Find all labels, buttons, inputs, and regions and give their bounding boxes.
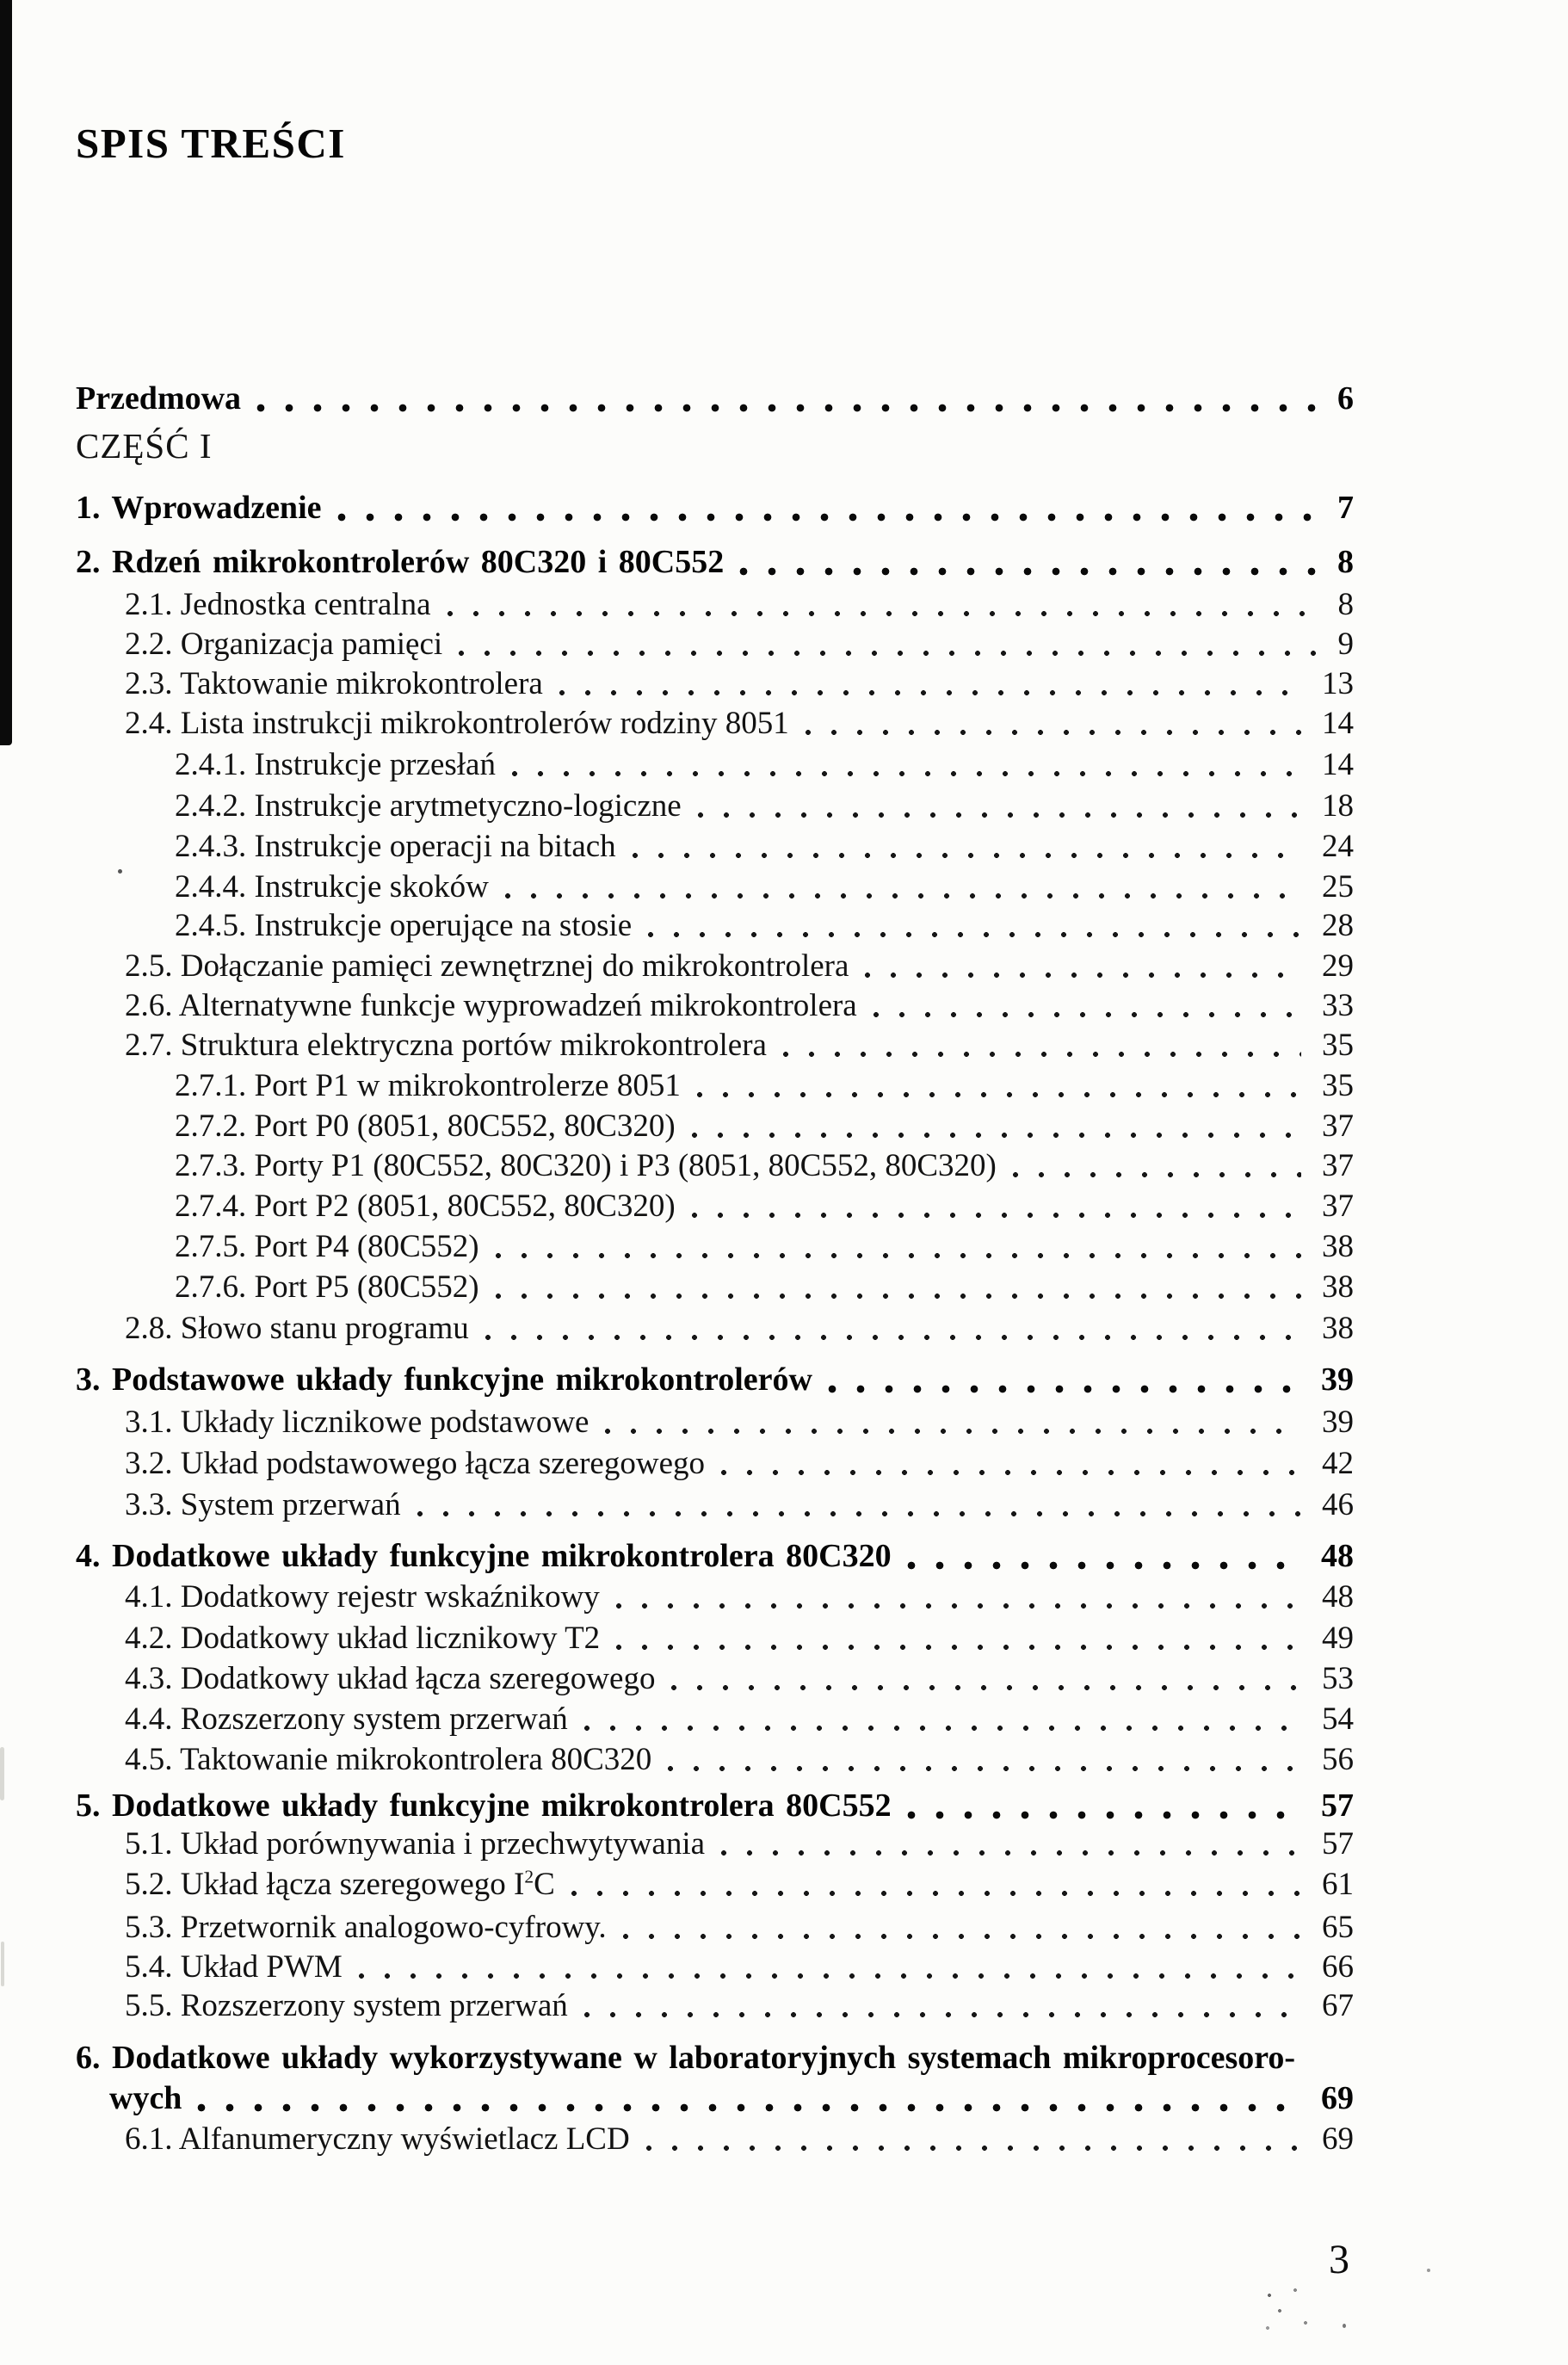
toc-entry-page: 8	[1337, 544, 1354, 580]
toc-entry	[125, 664, 1354, 704]
toc-entry	[175, 1146, 1354, 1186]
toc-entry-page: 39	[1322, 1405, 1354, 1440]
dot-leader	[691, 1210, 1301, 1220]
toc-entry-page: 65	[1322, 1910, 1354, 1945]
toc-entry-page: 39	[1321, 1362, 1354, 1398]
toc-entry	[175, 868, 1354, 907]
toc-entry-page: 38	[1322, 1311, 1354, 1346]
dot-leader	[645, 2143, 1301, 2153]
toc-entry	[76, 488, 1354, 528]
dot-leader	[622, 1931, 1301, 1942]
toc-entry-label: 2.7.3. Porty P1 (80C552, 80C320) i P3 (8051, 80C552, 80C320)	[175, 1148, 997, 1183]
toc-entry-page: 28	[1322, 908, 1354, 943]
toc-entry-page: 57	[1322, 1826, 1354, 1862]
superscript-2: 2	[524, 1866, 534, 1887]
dot-leader	[458, 648, 1317, 658]
toc-entry-label: 3.2. Układ podstawowego łącza szeregowego	[125, 1446, 705, 1481]
dot-leader	[604, 1426, 1301, 1436]
toc-entry-page: 49	[1322, 1621, 1354, 1656]
dot-leader	[696, 1090, 1301, 1100]
toc-entry-page: 35	[1322, 1068, 1354, 1103]
toc-entry-label: 2.6. Alternatywne funkcje wyprowadzeń mikrokontrolera	[125, 988, 857, 1023]
toc-entry-page: 29	[1322, 948, 1354, 984]
scan-speck	[118, 869, 122, 874]
toc-entry-page: 18	[1322, 788, 1354, 824]
toc-entry-label: 2.4.3. Instrukcje operacji na bitach	[175, 829, 616, 864]
toc-entry-label: 2.4. Lista instrukcji mikrokontrolerów rodziny 8051	[125, 706, 789, 741]
dot-leader	[417, 1509, 1301, 1519]
toc-entry-page: 37	[1322, 1108, 1354, 1144]
dot-leader	[559, 688, 1301, 698]
toc-entry-continuation	[109, 2078, 1354, 2118]
toc-entry-label: 2.7.1. Port P1 w mikrokontrolerze 8051	[175, 1068, 681, 1103]
dot-leader	[782, 1049, 1301, 1059]
dot-leader	[873, 1010, 1301, 1020]
toc-entry-page: 38	[1322, 1269, 1354, 1305]
toc-entry-page: 67	[1322, 1988, 1354, 2023]
toc-entry	[125, 1825, 1354, 1864]
scan-speck	[1427, 2269, 1430, 2272]
toc-entry	[76, 2038, 1354, 2078]
page-title: SPIS TREŚCI	[76, 120, 346, 167]
toc-entry-label: 4.5. Taktowanie mikrokontrolera 80C320	[125, 1742, 652, 1777]
toc-entry-label: 5.1. Układ porównywania i przechwytywania	[125, 1826, 706, 1862]
toc-entry	[125, 1619, 1354, 1658]
toc-entry-label: CZĘŚĆ I	[76, 426, 213, 466]
toc-entry	[125, 1908, 1354, 1948]
toc-entry-label: 4.3. Dodatkowy układ łącza szeregowego	[125, 1661, 656, 1696]
toc-entry-label: 2. Rdzeń mikrokontrolerów 80C320 i 80C552	[76, 544, 725, 580]
toc-entry-page: 69	[1321, 2080, 1354, 2116]
toc-entry	[125, 1740, 1354, 1780]
dot-leader	[511, 769, 1301, 779]
toc-entry-page: 9	[1337, 627, 1354, 662]
toc-entry	[175, 787, 1354, 826]
toc-entry-page: 48	[1321, 1538, 1354, 1574]
toc-entry	[125, 2120, 1354, 2159]
toc-entry-label: 4.4. Rozszerzony system przerwań	[125, 1701, 568, 1737]
dot-leader	[1012, 1170, 1301, 1180]
toc-entry-label: 5.5. Rozszerzony system przerwań	[125, 1988, 568, 2023]
toc-entry-page: 54	[1322, 1701, 1354, 1737]
toc-entry	[125, 1309, 1354, 1349]
toc-entry	[175, 827, 1354, 867]
toc-entry-label: 2.7. Struktura elektryczna portów mikrokontrolera	[125, 1028, 767, 1063]
toc-entry-label: 2.1. Jednostka centralna	[125, 587, 431, 622]
toc-entry-page: 7	[1337, 490, 1354, 526]
toc-entry-page: 24	[1322, 829, 1354, 864]
dot-leader	[828, 1384, 1300, 1394]
toc-entry-label: 2.5. Dołączanie pamięci zewnętrznej do mikrokontrolera	[125, 948, 849, 984]
toc-entry	[76, 1360, 1354, 1399]
toc-entry-page: 38	[1322, 1229, 1354, 1264]
toc-entry-page: 13	[1322, 666, 1354, 701]
toc-entry-label: 2.7.6. Port P5 (80C552)	[175, 1269, 479, 1305]
toc-entry-label: 3.1. Układy licznikowe podstawowe	[125, 1405, 590, 1440]
dot-leader	[583, 1723, 1301, 1733]
dot-leader	[358, 1971, 1301, 1981]
toc-entry	[175, 1268, 1354, 1307]
toc-entry	[125, 1948, 1354, 1987]
toc-entry-page: 66	[1322, 1949, 1354, 1985]
scan-artifact-streak	[1, 1942, 4, 1986]
toc-entry-label: 2.4.1. Instrukcje przesłań	[175, 747, 496, 782]
dot-leader	[495, 1250, 1301, 1261]
toc-entry-page: 37	[1322, 1189, 1354, 1224]
toc-entry-label: 2.7.4. Port P2 (8051, 80C552, 80C320)	[175, 1189, 676, 1224]
toc-entry	[175, 1107, 1354, 1146]
toc-entry	[125, 1578, 1354, 1617]
toc-entry-page: 14	[1322, 747, 1354, 782]
toc-entry	[175, 906, 1354, 946]
dot-leader	[197, 2103, 1300, 2113]
toc-entry-label: 2.3. Taktowanie mikrokontrolera	[125, 666, 543, 701]
toc-entry-label: 4.1. Dodatkowy rejestr wskaźnikowy	[125, 1579, 600, 1615]
toc-entry	[125, 704, 1354, 744]
toc-entry-label: 5.4. Układ PWM	[125, 1949, 343, 1985]
toc-entry-label: 3.3. System przerwań	[125, 1487, 401, 1522]
dot-leader	[615, 1642, 1301, 1652]
toc-entry	[175, 745, 1354, 785]
toc-entry	[175, 1227, 1354, 1267]
toc-entry	[125, 1865, 1354, 1905]
dot-leader	[632, 850, 1301, 861]
toc-entry	[76, 1536, 1354, 1576]
toc-entry-page: 56	[1322, 1742, 1354, 1777]
dot-leader	[805, 727, 1301, 738]
toc-entry-label: 2.7.5. Port P4 (80C552)	[175, 1229, 479, 1264]
toc-entry	[125, 1986, 1354, 2026]
dot-leader	[670, 1683, 1301, 1693]
dot-leader	[337, 512, 1318, 522]
toc-entry	[76, 542, 1354, 582]
toc-entry-page: 35	[1322, 1028, 1354, 1063]
dot-leader	[504, 891, 1301, 901]
scan-artifact-bar	[0, 0, 12, 745]
toc-entry-label: 5.2. Układ łącza szeregowego $I^2C$	[125, 1866, 555, 1902]
toc-entry	[125, 1659, 1354, 1699]
toc-entry-page: 61	[1322, 1867, 1354, 1902]
toc-entry	[175, 1187, 1354, 1226]
toc-entry-page: 8	[1337, 587, 1354, 622]
toc-entry	[125, 625, 1354, 664]
dot-leader	[615, 1601, 1301, 1611]
toc-entry	[76, 379, 1354, 418]
toc-entry	[125, 1403, 1354, 1442]
dot-leader	[739, 566, 1317, 577]
dot-leader	[691, 1130, 1301, 1140]
toc-entry-page: 69	[1322, 2121, 1354, 2157]
toc-entry	[125, 947, 1354, 986]
page-number: 3	[1329, 2237, 1349, 2282]
dot-leader	[495, 1291, 1301, 1301]
toc-entry	[125, 1700, 1354, 1739]
scan-speck	[1343, 2324, 1346, 2328]
dot-leader	[256, 403, 1317, 413]
toc-entry-label: 2.8. Słowo stanu programu	[125, 1311, 469, 1346]
dot-leader	[720, 1848, 1301, 1858]
toc-entry-label: 4.2. Dodatkowy układ licznikowy T2	[125, 1621, 601, 1656]
toc-entry-label: 6. Dodatkowe układy wykorzystywane w laboratoryjnych systemach mikroprocesoro-	[76, 2040, 1296, 2076]
toc-entry-label: 3. Podstawowe układy funkcyjne mikrokontrolerów	[76, 1362, 812, 1398]
toc-entry-page: 14	[1322, 706, 1354, 741]
toc-entry-label: 1. Wprowadzenie	[76, 490, 322, 526]
dot-leader	[667, 1763, 1301, 1774]
dot-leader	[571, 1888, 1301, 1899]
toc-entry-page: 42	[1322, 1446, 1354, 1481]
dot-leader	[907, 1810, 1300, 1820]
toc-entry	[125, 1026, 1354, 1065]
toc-entry-page: 48	[1322, 1579, 1354, 1615]
toc-entry-page: 37	[1322, 1148, 1354, 1183]
toc-entry-page: 53	[1322, 1661, 1354, 1696]
dot-leader	[864, 970, 1301, 980]
dot-leader	[907, 1560, 1300, 1571]
toc-entry	[76, 426, 1354, 466]
scan-artifact-streak	[0, 1747, 4, 1800]
toc-entry-label: 5.3. Przetwornik analogowo-cyfrowy.	[125, 1910, 607, 1945]
toc-entry-label: 2.2. Organizacja pamięci	[125, 627, 443, 662]
dot-leader	[697, 810, 1301, 820]
toc-entry-label: Przedmowa	[76, 380, 242, 417]
toc-entry-label: 2.7.2. Port P0 (8051, 80C552, 80C320)	[175, 1108, 676, 1144]
toc-entry	[125, 1485, 1354, 1525]
toc-entry-label: 2.4.2. Instrukcje arytmetyczno-logiczne	[175, 788, 682, 824]
toc-entry-page: 57	[1321, 1788, 1354, 1824]
toc-entry-page: 46	[1322, 1487, 1354, 1522]
toc-entry-label: wych	[109, 2080, 182, 2116]
toc-entry-label: 5. Dodatkowe układy funkcyjne mikrokontrolera 80C552	[76, 1788, 892, 1824]
scan-smudge	[1261, 2285, 1321, 2337]
toc-entry-label: 6.1. Alfanumeryczny wyświetlacz LCD	[125, 2121, 630, 2157]
dot-leader	[583, 2010, 1301, 2020]
toc-entry-page: 33	[1322, 988, 1354, 1023]
dot-leader	[485, 1332, 1301, 1343]
toc-entry	[125, 1444, 1354, 1484]
toc-entry-page: 25	[1322, 869, 1354, 905]
toc-entry	[125, 585, 1354, 625]
toc-entry	[125, 986, 1354, 1026]
toc-entry	[175, 1066, 1354, 1106]
toc-entry	[76, 1786, 1354, 1825]
toc-entry-page: 6	[1337, 380, 1354, 417]
dot-leader	[720, 1467, 1301, 1478]
dot-leader	[447, 608, 1318, 619]
toc-entry-label: 2.4.5. Instrukcje operujące na stosie	[175, 908, 633, 943]
dot-leader	[647, 929, 1301, 940]
toc-entry-label: 4. Dodatkowe układy funkcyjne mikrokontrolera 80C320	[76, 1538, 892, 1574]
toc-entry-label: 2.4.4. Instrukcje skoków	[175, 869, 489, 905]
